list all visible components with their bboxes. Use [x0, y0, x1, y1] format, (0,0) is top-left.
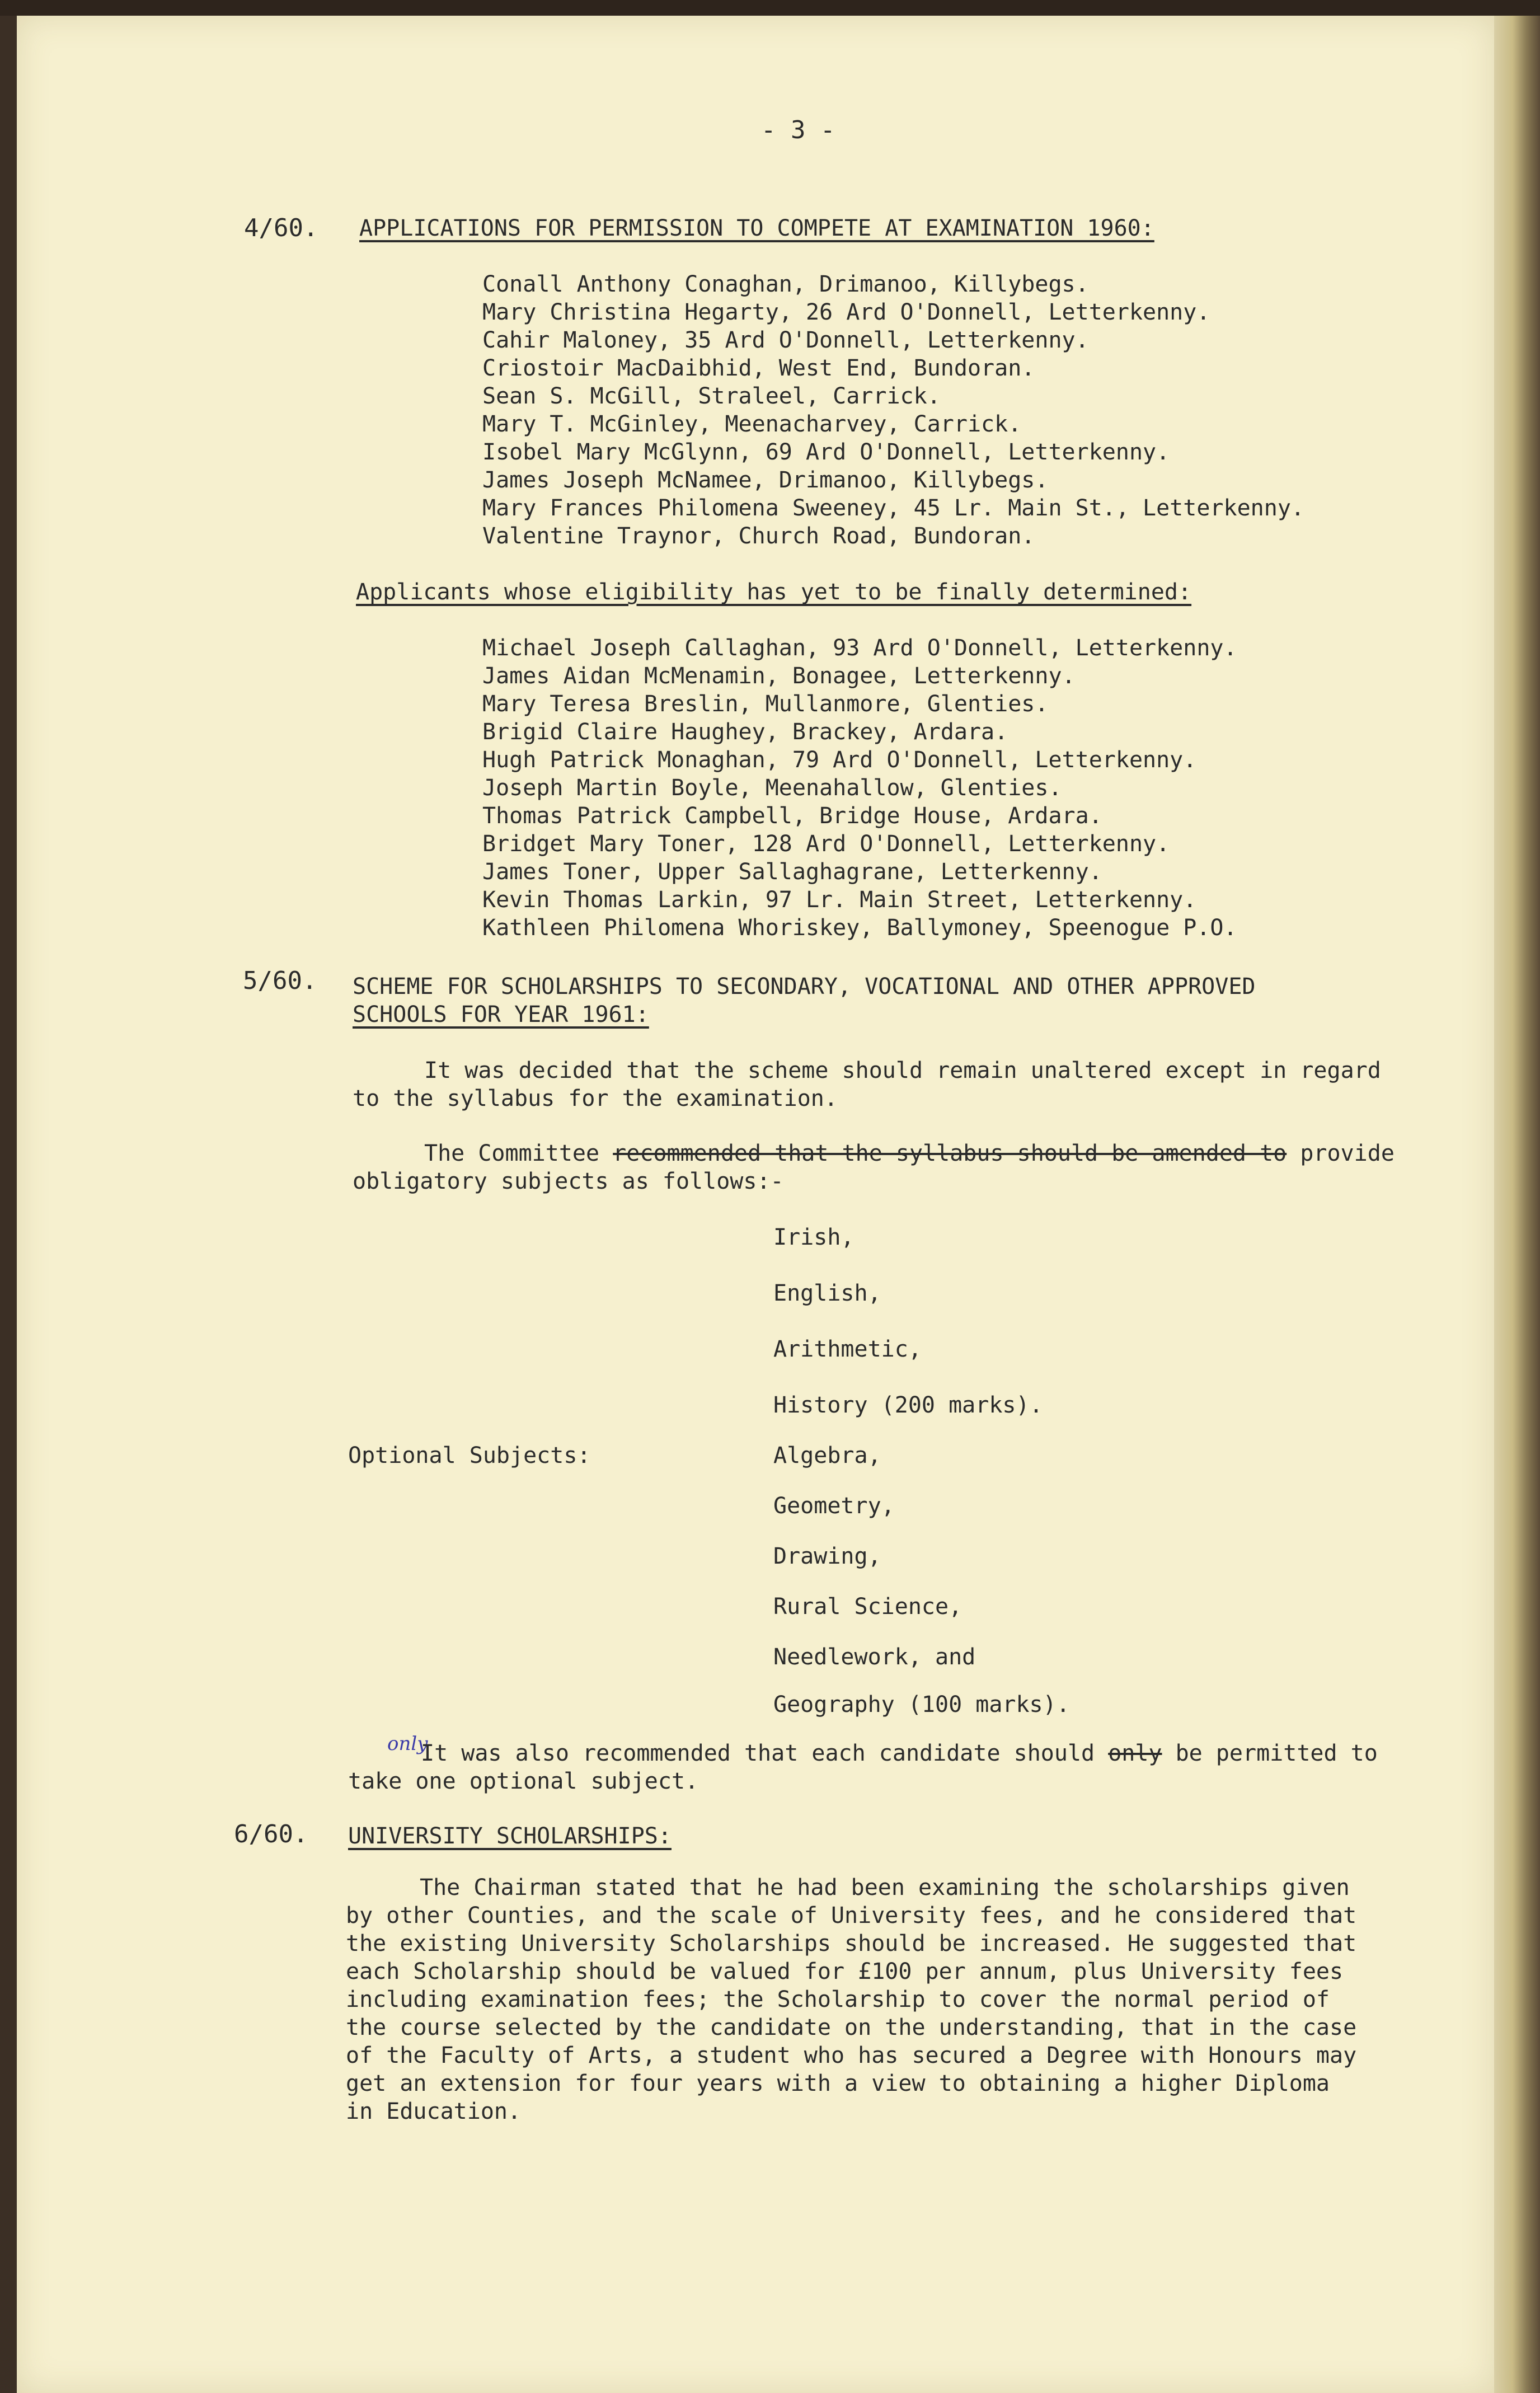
- paragraph-line: [421, 1739, 1378, 1767]
- paragraph-line: in Education.: [346, 2099, 522, 2124]
- subject-item: Needlework, and: [773, 1644, 976, 1670]
- item-heading-5-line1: SCHEME FOR SCHOLARSHIPS TO SECONDARY, VOCATIONAL AND OTHER APPROVED: [353, 974, 1256, 1000]
- subject-item: English,: [773, 1280, 881, 1306]
- list-item: Mary Teresa Breslin, Mullanmore, Glenties.: [482, 691, 1049, 717]
- paragraph-line: to the syllabus for the examination.: [353, 1086, 838, 1111]
- subject-item: Algebra,: [773, 1443, 881, 1468]
- item-number-5: 5/60.: [243, 966, 317, 995]
- binding-edge: [1494, 16, 1540, 2393]
- item-heading-4: APPLICATIONS FOR PERMISSION TO COMPETE AT EXAMINATION 1960:: [359, 215, 1154, 241]
- paragraph-line: The Chairman stated that he had been examining the scholarships given: [420, 1875, 1350, 1901]
- subject-item: Arithmetic,: [773, 1336, 922, 1362]
- list-item: Mary Frances Philomena Sweeney, 45 Lr. Main St., Letterkenny.: [482, 495, 1305, 521]
- item-number-4: 4/60.: [244, 214, 318, 242]
- list-item: Valentine Traynor, Church Road, Bundoran.: [482, 523, 1035, 549]
- list-item: James Joseph McNamee, Drimanoo, Killybegs.: [482, 467, 1049, 493]
- list-item: Kevin Thomas Larkin, 97 Lr. Main Street, Letterkenny.: [482, 887, 1197, 913]
- optional-subjects-label: Optional Subjects:: [348, 1443, 591, 1468]
- document-page: [17, 16, 1494, 2393]
- text-span: The Committee: [424, 1141, 613, 1166]
- list-item: Bridget Mary Toner, 128 Ard O'Donnell, Letterkenny.: [482, 831, 1170, 857]
- subject-item: Rural Science,: [773, 1594, 962, 1620]
- paragraph-line: the course selected by the candidate on the understanding, that in the case: [346, 2015, 1357, 2040]
- list-item: Joseph Martin Boyle, Meenahallow, Glenties.: [482, 775, 1062, 801]
- list-item: Hugh Patrick Monaghan, 79 Ard O'Donnell, Letterkenny.: [482, 747, 1197, 773]
- pending-heading: Applicants whose eligibility has yet to be finally determined:: [356, 579, 1192, 605]
- list-item: James Toner, Upper Sallaghagrane, Letterkenny.: [482, 859, 1102, 885]
- scan-top-edge: [0, 0, 1540, 16]
- paragraph-line: each Scholarship should be valued for £100 per annum, plus University fees: [346, 1959, 1344, 1984]
- paragraph-line: It was decided that the scheme should remain unaltered except in regard: [424, 1058, 1381, 1083]
- paragraph-line: [424, 1139, 1395, 1167]
- struck-text: recommended that the syllabus should be amended to: [613, 1141, 1287, 1166]
- list-item: Cahir Maloney, 35 Ard O'Donnell, Letterkenny.: [482, 327, 1089, 353]
- struck-text: only: [1108, 1740, 1162, 1766]
- paragraph-line: take one optional subject.: [348, 1768, 699, 1794]
- subject-item: History (200 marks).: [773, 1392, 1043, 1418]
- paragraph-line: including examination fees; the Scholarship to cover the normal period of: [346, 1987, 1330, 2012]
- page-number: - 3 -: [761, 116, 835, 144]
- list-item: Brigid Claire Haughey, Brackey, Ardara.: [482, 719, 1008, 745]
- item-number-6: 6/60.: [234, 1820, 308, 1848]
- subject-item: Drawing,: [773, 1543, 881, 1569]
- list-item: Thomas Patrick Campbell, Bridge House, Ardara.: [482, 803, 1102, 829]
- subject-item: Geography (100 marks).: [773, 1692, 1070, 1718]
- list-item: Kathleen Philomena Whoriskey, Ballymoney, Speenogue P.O.: [482, 915, 1237, 941]
- text-span: provide: [1287, 1141, 1395, 1166]
- paragraph-line: obligatory subjects as follows:-: [353, 1169, 784, 1194]
- paragraph-line: of the Faculty of Arts, a student who has secured a Degree with Honours may: [346, 2043, 1357, 2068]
- list-item: Isobel Mary McGlynn, 69 Ard O'Donnell, Letterkenny.: [482, 439, 1170, 465]
- list-item: Mary T. McGinley, Meenacharvey, Carrick.: [482, 411, 1022, 437]
- text-span: It was also recommended that each candidate should: [421, 1740, 1109, 1766]
- list-item: Michael Joseph Callaghan, 93 Ard O'Donnell, Letterkenny.: [482, 635, 1237, 661]
- item-heading-6: UNIVERSITY SCHOLARSHIPS:: [348, 1823, 672, 1849]
- paragraph-line: get an extension for four years with a view to obtaining a higher Diploma: [346, 2071, 1330, 2096]
- list-item: Conall Anthony Conaghan, Drimanoo, Killybegs.: [482, 271, 1089, 297]
- item-heading-5-line2: SCHOOLS FOR YEAR 1961:: [353, 1002, 649, 1027]
- list-item: Mary Christina Hegarty, 26 Ard O'Donnell, Letterkenny.: [482, 299, 1210, 325]
- paragraph-line: by other Counties, and the scale of University fees, and he considered that: [346, 1903, 1357, 1929]
- text-span: be permitted to: [1162, 1740, 1378, 1766]
- subject-item: Irish,: [773, 1224, 854, 1250]
- list-item: James Aidan McMenamin, Bonagee, Letterkenny.: [482, 663, 1076, 689]
- handwritten-insert: only: [387, 1733, 428, 1755]
- list-item: Criostoir MacDaibhid, West End, Bundoran.: [482, 355, 1035, 381]
- paragraph-line: the existing University Scholarships should be increased. He suggested that: [346, 1931, 1357, 1956]
- list-item: Sean S. McGill, Straleel, Carrick.: [482, 383, 941, 409]
- subject-item: Geometry,: [773, 1493, 895, 1519]
